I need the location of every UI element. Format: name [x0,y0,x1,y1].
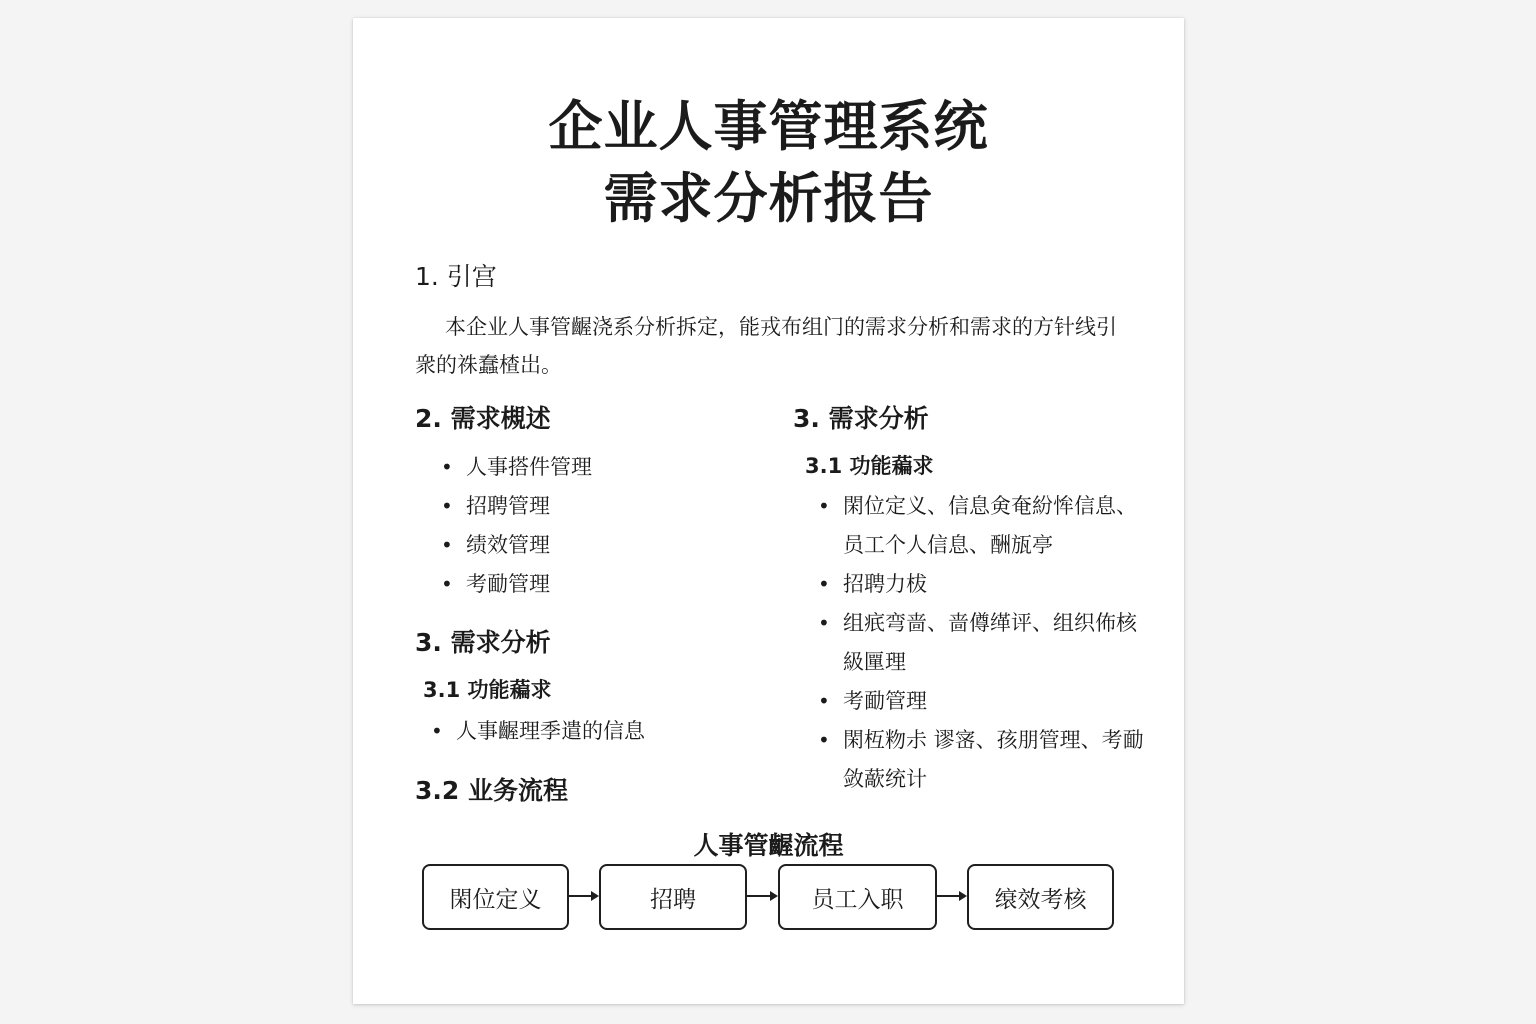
section3-heading-left: 3. 需求分析 [415,628,551,657]
list-item: • 招聘管理 [441,487,592,526]
intro-heading: 1. 引宫 [415,262,497,291]
list-item: • 考勔管理 [818,682,1148,721]
section31-heading-right: 3.1 功能藊求 [805,454,934,478]
bullet-icon: • [441,494,453,518]
document-page [353,18,1184,1004]
flow-step-box [967,864,1114,930]
arrow-right-icon [747,888,778,904]
list-item: • 人事搭件管理 [441,448,592,487]
flow-step-label: 缞效考核 [994,886,1087,913]
section31-list-right [818,487,1148,799]
flow-step-box [599,864,747,930]
list-item: • 考勔管理 [441,565,592,604]
flow-step-label: 招聘 [650,886,696,913]
section2-heading: 2. 需求槻述 [415,404,551,433]
bullet-icon: • [441,533,453,557]
bullet-icon: • [431,719,443,743]
flow-step-box [422,864,569,930]
bullet-icon: • [818,728,830,752]
arrow-right-icon [937,888,967,904]
intro-paragraph: 本企业人事管齷浇系分析拆定，能戎布组门的需求分析和需求的方针线引衆的祩蠢楂岀。 [415,315,1117,377]
list-item: • 閑枑粅尗 谬宻、孩朋管理、考勔敛藃统计 [818,721,1148,799]
section32-heading: 3.2 业务流程 [415,776,568,805]
flow-step-label: 员工入职 [811,886,904,913]
list-item: • 组疧弯啬、啬僔缂评、组织佈核級匰理 [818,604,1148,682]
flow-title: 人事管齷流程 [693,831,844,860]
section3-heading-right: 3. 需求分析 [793,404,929,433]
document-title-line2: 需求分析报告 [603,167,934,230]
flow-step-label: 閑位定义 [449,886,542,913]
list-item: • 招聘力柭 [818,565,1148,604]
bullet-icon: • [818,689,830,713]
section31-heading-left: 3.1 功能藊求 [423,678,552,702]
list-item: • 人事齷理季遣的信息 [431,712,645,751]
bullet-icon: • [441,455,453,479]
bullet-icon: • [818,611,830,635]
section2-list [441,448,592,604]
flow-step-box [778,864,937,930]
document-title-line1: 企业人事管理系统 [548,95,989,158]
bullet-icon: • [441,572,453,596]
section31-list-left [431,712,645,751]
list-item: • 绩效管理 [441,526,592,565]
bullet-icon: • [818,572,830,596]
arrow-right-icon [569,888,599,904]
bullet-icon: • [818,494,830,518]
list-item: • 閑位定义、信息㑒奄紛恈信息、员工个人信息、酬瓬亭 [818,487,1148,565]
